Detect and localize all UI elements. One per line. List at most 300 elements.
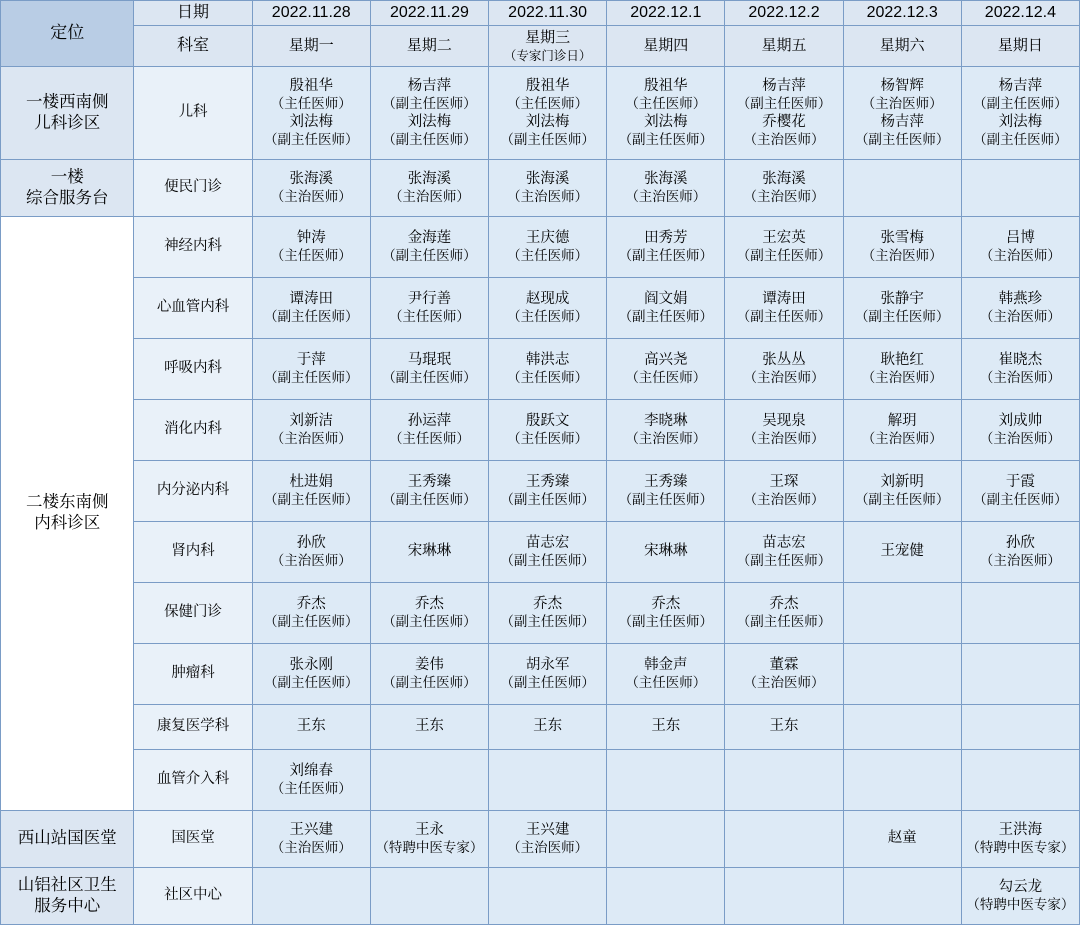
doctor-cell xyxy=(252,749,370,810)
department-cell: 心血管内科 xyxy=(134,277,252,338)
doctor-title: （副主任医师） xyxy=(618,614,714,630)
doctor-cell xyxy=(961,867,1079,924)
doctor-name: 张丛丛 xyxy=(762,351,806,368)
department-cell: 社区中心 xyxy=(134,867,252,924)
doctor-name: 杨智辉 xyxy=(880,77,924,94)
doctor-name: 王东 xyxy=(769,718,799,735)
header-row-weekdays xyxy=(1,26,1080,66)
doctor-name: 马琨珉 xyxy=(407,351,452,368)
doctor-title: （副主任医师） xyxy=(973,96,1068,112)
empty-cell xyxy=(843,704,961,749)
header-weekday-3 xyxy=(607,26,725,66)
doctor-title: （主任医师） xyxy=(625,370,707,386)
doctor-title: （副主任医师） xyxy=(264,370,359,386)
doctor-name: 李晓琳 xyxy=(644,412,688,429)
doctor-name: 王兴建 xyxy=(289,821,333,838)
doctor-name: 乔杰 xyxy=(769,595,799,612)
doctor-cell xyxy=(370,460,488,521)
doctor-cell xyxy=(961,277,1079,338)
doctor-title: （主任医师） xyxy=(388,309,470,325)
doctor-name: 刘法梅 xyxy=(289,113,333,130)
doctor-name: 殷祖华 xyxy=(525,77,570,94)
doctor-title: （副主任医师） xyxy=(618,248,714,264)
doctor-title: （副主任医师） xyxy=(382,96,477,112)
doctor-cell xyxy=(607,66,725,159)
doctor-name: 赵现成 xyxy=(525,290,570,307)
doctor-title: （副主任医师） xyxy=(736,96,832,112)
doctor-cell xyxy=(843,810,961,867)
department-cell: 内分泌内科 xyxy=(134,460,252,521)
doctor-name: 金海莲 xyxy=(407,229,452,246)
doctor-name: 乔樱花 xyxy=(762,113,806,130)
doctor-title: （主治医师） xyxy=(743,189,825,205)
doctor-title: （副主任医师） xyxy=(264,492,359,508)
doctor-title: （主任医师） xyxy=(270,96,352,112)
doctor-title: （主治医师） xyxy=(270,431,352,447)
doctor-cell xyxy=(489,643,607,704)
empty-cell xyxy=(725,810,843,867)
doctor-cell xyxy=(961,66,1079,159)
doctor-name: 高兴尧 xyxy=(644,351,688,368)
doctor-name: 王东 xyxy=(296,718,326,735)
doctor-title: （主治医师） xyxy=(388,189,470,205)
doctor-title: （副主任医师） xyxy=(736,309,832,325)
doctor-cell xyxy=(607,582,725,643)
doctor-title: （副主任医师） xyxy=(618,309,714,325)
doctor-cell xyxy=(489,277,607,338)
doctor-title: （副主任医师） xyxy=(382,248,477,264)
doctor-name: 张海溪 xyxy=(644,170,688,187)
table-row xyxy=(1,460,1080,521)
doctor-cell xyxy=(252,704,370,749)
doctor-title: （主任医师） xyxy=(625,96,707,112)
doctor-title: （副主任医师） xyxy=(736,553,832,569)
header-weekday-5 xyxy=(843,26,961,66)
doctor-title: （副主任医师） xyxy=(500,553,595,569)
doctor-cell xyxy=(843,399,961,460)
doctor-name: 孙欣 xyxy=(1005,534,1035,551)
doctor-cell xyxy=(607,216,725,277)
doctor-cell xyxy=(607,338,725,399)
doctor-name: 韩燕珍 xyxy=(998,290,1043,307)
doctor-cell xyxy=(489,460,607,521)
doctor-cell xyxy=(489,338,607,399)
header-weekday-6 xyxy=(961,26,1079,66)
doctor-name: 于萍 xyxy=(296,351,326,368)
doctor-cell xyxy=(252,399,370,460)
doctor-cell xyxy=(725,66,843,159)
weekday-name-3: 星期四 xyxy=(643,37,689,55)
doctor-cell xyxy=(607,643,725,704)
doctor-cell xyxy=(370,582,488,643)
doctor-title: （副主任医师） xyxy=(382,614,477,630)
doctor-name: 苗志宏 xyxy=(762,534,806,551)
doctor-name: 刘法梅 xyxy=(998,113,1043,130)
empty-cell xyxy=(725,749,843,810)
doctor-name: 宋琳琳 xyxy=(644,543,688,560)
doctor-title: （主治医师） xyxy=(979,431,1061,447)
doctor-title: （主治医师） xyxy=(270,189,352,205)
doctor-name: 刘新明 xyxy=(880,473,924,490)
location-line: 山铝社区卫生 xyxy=(17,875,117,894)
doctor-name: 孙欣 xyxy=(296,534,326,551)
doctor-cell xyxy=(961,216,1079,277)
doctor-name: 杨吉萍 xyxy=(407,77,452,94)
department-cell: 儿科 xyxy=(134,66,252,159)
doctor-name: 苗志宏 xyxy=(525,534,570,551)
table-row xyxy=(1,749,1080,810)
doctor-title: （主治医师） xyxy=(743,492,825,508)
doctor-cell xyxy=(370,704,488,749)
doctor-title: （主治医师） xyxy=(743,370,825,386)
table-row xyxy=(1,399,1080,460)
doctor-name: 阎文娟 xyxy=(644,290,688,307)
doctor-cell xyxy=(607,704,725,749)
empty-cell xyxy=(489,867,607,924)
doctor-cell xyxy=(725,159,843,216)
doctor-cell xyxy=(843,460,961,521)
doctor-name: 杨吉萍 xyxy=(762,77,806,94)
doctor-name: 耿艳红 xyxy=(880,351,924,368)
doctor-cell xyxy=(489,399,607,460)
doctor-title: （特聘中医专家） xyxy=(375,840,484,856)
doctor-title: （主任医师） xyxy=(625,675,707,691)
doctor-cell xyxy=(370,399,488,460)
header-weekday-0 xyxy=(252,26,370,66)
empty-cell xyxy=(725,867,843,924)
location-cell xyxy=(1,66,134,159)
doctor-name: 胡永军 xyxy=(525,656,570,673)
table-row xyxy=(1,521,1080,582)
doctor-name: 谭涛田 xyxy=(289,290,333,307)
doctor-title: （副主任医师） xyxy=(736,248,832,264)
doctor-cell xyxy=(489,66,607,159)
doctor-title: （副主任医师） xyxy=(500,675,595,691)
doctor-cell xyxy=(370,216,488,277)
location-line: 服务中心 xyxy=(34,896,101,915)
doctor-name: 钟涛 xyxy=(296,229,326,246)
doctor-cell xyxy=(252,810,370,867)
doctor-cell xyxy=(725,460,843,521)
doctor-title: （主任医师） xyxy=(507,370,589,386)
doctor-name: 乔杰 xyxy=(296,595,326,612)
table-row xyxy=(1,704,1080,749)
doctor-cell xyxy=(725,277,843,338)
empty-cell xyxy=(843,643,961,704)
doctor-name: 刘绵春 xyxy=(289,762,333,779)
doctor-cell xyxy=(843,66,961,159)
doctor-name: 刘法梅 xyxy=(407,113,452,130)
location-line: 一楼 xyxy=(50,167,84,186)
table-row xyxy=(1,277,1080,338)
doctor-cell xyxy=(607,521,725,582)
doctor-name: 王兴建 xyxy=(525,821,570,838)
doctor-name: 董霖 xyxy=(769,656,799,673)
location-cell xyxy=(1,216,134,810)
doctor-cell xyxy=(370,521,488,582)
doctor-title: （副主任医师） xyxy=(500,492,595,508)
doctor-title: （主治医师） xyxy=(979,248,1061,264)
table-row xyxy=(1,582,1080,643)
doctor-cell xyxy=(489,810,607,867)
doctor-title: （主治医师） xyxy=(861,431,943,447)
doctor-title: （副主任医师） xyxy=(382,675,477,691)
doctor-title: （副主任医师） xyxy=(854,492,950,508)
doctor-cell xyxy=(252,338,370,399)
doctor-title: （主治医师） xyxy=(861,370,943,386)
doctor-cell xyxy=(252,521,370,582)
doctor-cell xyxy=(252,66,370,159)
doctor-cell xyxy=(252,159,370,216)
empty-cell xyxy=(961,159,1079,216)
doctor-name: 尹行善 xyxy=(407,290,452,307)
empty-cell xyxy=(370,867,488,924)
doctor-name: 张静宇 xyxy=(880,290,924,307)
doctor-title: （副主任医师） xyxy=(382,132,477,148)
table-row xyxy=(1,66,1080,159)
empty-cell xyxy=(961,582,1079,643)
doctor-cell xyxy=(252,277,370,338)
doctor-cell xyxy=(725,338,843,399)
header-date-6: 2022.12.4 xyxy=(961,1,1079,26)
doctor-name: 乔杰 xyxy=(533,595,563,612)
doctor-title: （主治医师） xyxy=(743,675,825,691)
empty-cell xyxy=(843,867,961,924)
doctor-cell xyxy=(370,810,488,867)
doctor-title: （副主任医师） xyxy=(973,132,1068,148)
doctor-title: （副主任医师） xyxy=(736,614,832,630)
doctor-name: 宋琳琳 xyxy=(407,543,452,560)
doctor-name: 崔晓杰 xyxy=(998,351,1043,368)
doctor-cell xyxy=(725,521,843,582)
empty-cell xyxy=(843,159,961,216)
doctor-name: 吕博 xyxy=(1005,229,1035,246)
empty-cell xyxy=(607,749,725,810)
header-date-1: 2022.11.29 xyxy=(370,1,488,26)
doctor-name: 刘法梅 xyxy=(525,113,570,130)
location-line: 综合服务台 xyxy=(25,188,109,207)
doctor-title: （主任医师） xyxy=(507,96,589,112)
doctor-cell xyxy=(843,338,961,399)
location-line: 一楼西南侧 xyxy=(25,92,109,111)
empty-cell xyxy=(607,867,725,924)
doctor-cell xyxy=(489,216,607,277)
doctor-cell xyxy=(843,521,961,582)
doctor-name: 王永 xyxy=(414,821,444,838)
department-cell: 神经内科 xyxy=(134,216,252,277)
doctor-name: 王东 xyxy=(651,718,681,735)
doctor-name: 王琛 xyxy=(769,473,799,490)
doctor-name: 谭涛田 xyxy=(762,290,806,307)
doctor-title: （副主任医师） xyxy=(854,132,950,148)
doctor-name: 乔杰 xyxy=(651,595,681,612)
header-date-label: 日期 xyxy=(134,1,252,26)
doctor-name: 孙运萍 xyxy=(407,412,452,429)
weekday-name-4: 星期五 xyxy=(761,37,807,55)
doctor-name: 勾云龙 xyxy=(998,878,1043,895)
doctor-name: 姜伟 xyxy=(414,656,444,673)
table-body xyxy=(1,66,1080,924)
doctor-cell xyxy=(725,216,843,277)
doctor-cell xyxy=(252,582,370,643)
empty-cell xyxy=(961,704,1079,749)
table-header xyxy=(1,1,1080,67)
doctor-cell xyxy=(489,582,607,643)
header-location-label: 定位 xyxy=(1,1,134,67)
doctor-cell xyxy=(252,643,370,704)
header-date-0: 2022.11.28 xyxy=(252,1,370,26)
doctor-title: （副主任医师） xyxy=(500,614,595,630)
doctor-cell xyxy=(961,399,1079,460)
header-date-4: 2022.12.2 xyxy=(725,1,843,26)
empty-cell xyxy=(607,810,725,867)
doctor-name: 王宠健 xyxy=(880,543,924,560)
empty-cell xyxy=(843,582,961,643)
doctor-cell xyxy=(961,460,1079,521)
doctor-title: （主任医师） xyxy=(388,431,470,447)
doctor-title: （副主任医师） xyxy=(500,132,595,148)
doctor-cell xyxy=(607,277,725,338)
doctor-cell xyxy=(489,704,607,749)
doctor-name: 吴现泉 xyxy=(762,412,806,429)
doctor-title: （副主任医师） xyxy=(264,132,359,148)
header-dept-label: 科室 xyxy=(134,26,252,66)
doctor-title: （主治医师） xyxy=(743,431,825,447)
doctor-cell xyxy=(725,643,843,704)
doctor-name: 王洪海 xyxy=(998,821,1043,838)
empty-cell xyxy=(370,749,488,810)
doctor-name: 韩洪志 xyxy=(525,351,570,368)
doctor-name: 张海溪 xyxy=(289,170,333,187)
department-cell: 便民门诊 xyxy=(134,159,252,216)
doctor-title: （主任医师） xyxy=(507,248,589,264)
location-line: 二楼东南侧 xyxy=(25,493,109,512)
header-date-5: 2022.12.3 xyxy=(843,1,961,26)
doctor-title: （主治医师） xyxy=(979,370,1061,386)
doctor-title: （主治医师） xyxy=(270,840,352,856)
doctor-name: 张海溪 xyxy=(407,170,452,187)
doctor-name: 王东 xyxy=(414,718,444,735)
doctor-title: （主治医师） xyxy=(507,189,589,205)
doctor-name: 赵童 xyxy=(887,830,917,847)
doctor-cell xyxy=(725,399,843,460)
department-cell: 肿瘤科 xyxy=(134,643,252,704)
doctor-name: 王秀臻 xyxy=(407,473,452,490)
doctor-title: （副主任医师） xyxy=(264,614,359,630)
doctor-title: （副主任医师） xyxy=(264,309,359,325)
doctor-cell xyxy=(961,338,1079,399)
department-cell: 肾内科 xyxy=(134,521,252,582)
weekday-name-6: 星期日 xyxy=(997,37,1043,55)
doctor-cell xyxy=(370,159,488,216)
table-row xyxy=(1,810,1080,867)
doctor-title: （副主任医师） xyxy=(618,132,714,148)
table-row xyxy=(1,159,1080,216)
doctor-name: 张雪梅 xyxy=(880,229,924,246)
doctor-title: （主任医师） xyxy=(507,309,589,325)
doctor-title: （主治医师） xyxy=(979,309,1061,325)
department-cell: 血管介入科 xyxy=(134,749,252,810)
doctor-name: 田秀芳 xyxy=(644,229,688,246)
department-cell: 消化内科 xyxy=(134,399,252,460)
doctor-name: 韩金声 xyxy=(644,656,688,673)
table-row xyxy=(1,867,1080,924)
doctor-cell xyxy=(725,582,843,643)
doctor-cell xyxy=(961,521,1079,582)
doctor-name: 杨吉萍 xyxy=(998,77,1043,94)
weekday-name-5: 星期六 xyxy=(879,37,925,55)
location-line: 儿科诊区 xyxy=(34,113,101,132)
doctor-name: 张永刚 xyxy=(289,656,333,673)
doctor-name: 杨吉萍 xyxy=(880,113,924,130)
table-row xyxy=(1,216,1080,277)
doctor-title: （副主任医师） xyxy=(854,309,950,325)
doctor-title: （副主任医师） xyxy=(618,492,714,508)
header-date-2: 2022.11.30 xyxy=(489,1,607,26)
doctor-title: （主治医师） xyxy=(625,189,707,205)
header-weekday-4 xyxy=(725,26,843,66)
doctor-title: （副主任医师） xyxy=(264,675,359,691)
location-cell xyxy=(1,867,134,924)
location-cell xyxy=(1,810,134,867)
location-cell xyxy=(1,159,134,216)
empty-cell xyxy=(961,643,1079,704)
doctor-title: （主任医师） xyxy=(270,781,352,797)
doctor-title: （主治医师） xyxy=(507,840,589,856)
doctor-name: 王庆德 xyxy=(525,229,570,246)
doctor-cell xyxy=(370,66,488,159)
doctor-cell xyxy=(252,216,370,277)
doctor-title: （副主任医师） xyxy=(382,492,477,508)
doctor-title: （主治医师） xyxy=(861,96,943,112)
header-date-3: 2022.12.1 xyxy=(607,1,725,26)
doctor-title: （主治医师） xyxy=(743,132,825,148)
doctor-cell xyxy=(607,159,725,216)
department-cell: 康复医学科 xyxy=(134,704,252,749)
doctor-title: （主治医师） xyxy=(861,248,943,264)
doctor-name: 殷祖华 xyxy=(289,77,333,94)
department-cell: 国医堂 xyxy=(134,810,252,867)
doctor-name: 乔杰 xyxy=(414,595,444,612)
doctor-name: 王宏英 xyxy=(762,229,806,246)
doctor-name: 张海溪 xyxy=(525,170,570,187)
doctor-name: 刘成帅 xyxy=(998,412,1043,429)
doctor-title: （主治医师） xyxy=(625,431,707,447)
empty-cell xyxy=(252,867,370,924)
header-weekday-1 xyxy=(370,26,488,66)
doctor-cell xyxy=(843,216,961,277)
doctor-name: 于霞 xyxy=(1005,473,1035,490)
empty-cell xyxy=(843,749,961,810)
doctor-cell xyxy=(370,643,488,704)
doctor-name: 殷跃文 xyxy=(525,412,570,429)
doctor-cell xyxy=(489,159,607,216)
doctor-name: 王秀臻 xyxy=(525,473,570,490)
doctor-title: （副主任医师） xyxy=(382,370,477,386)
weekday-name-1: 星期二 xyxy=(406,37,452,55)
doctor-name: 张海溪 xyxy=(762,170,806,187)
header-weekday-2 xyxy=(489,26,607,66)
doctor-title: （主任医师） xyxy=(507,431,589,447)
doctor-title: （副主任医师） xyxy=(973,492,1068,508)
doctor-title: （主治医师） xyxy=(979,553,1061,569)
doctor-title: （特聘中医专家） xyxy=(966,840,1075,856)
weekday-name-2: 星期三 xyxy=(525,29,571,47)
weekday-name-0: 星期一 xyxy=(288,37,334,55)
doctor-cell xyxy=(725,704,843,749)
doctor-name: 殷祖华 xyxy=(644,77,688,94)
weekday-note-2: （专家门诊日） xyxy=(503,48,592,63)
